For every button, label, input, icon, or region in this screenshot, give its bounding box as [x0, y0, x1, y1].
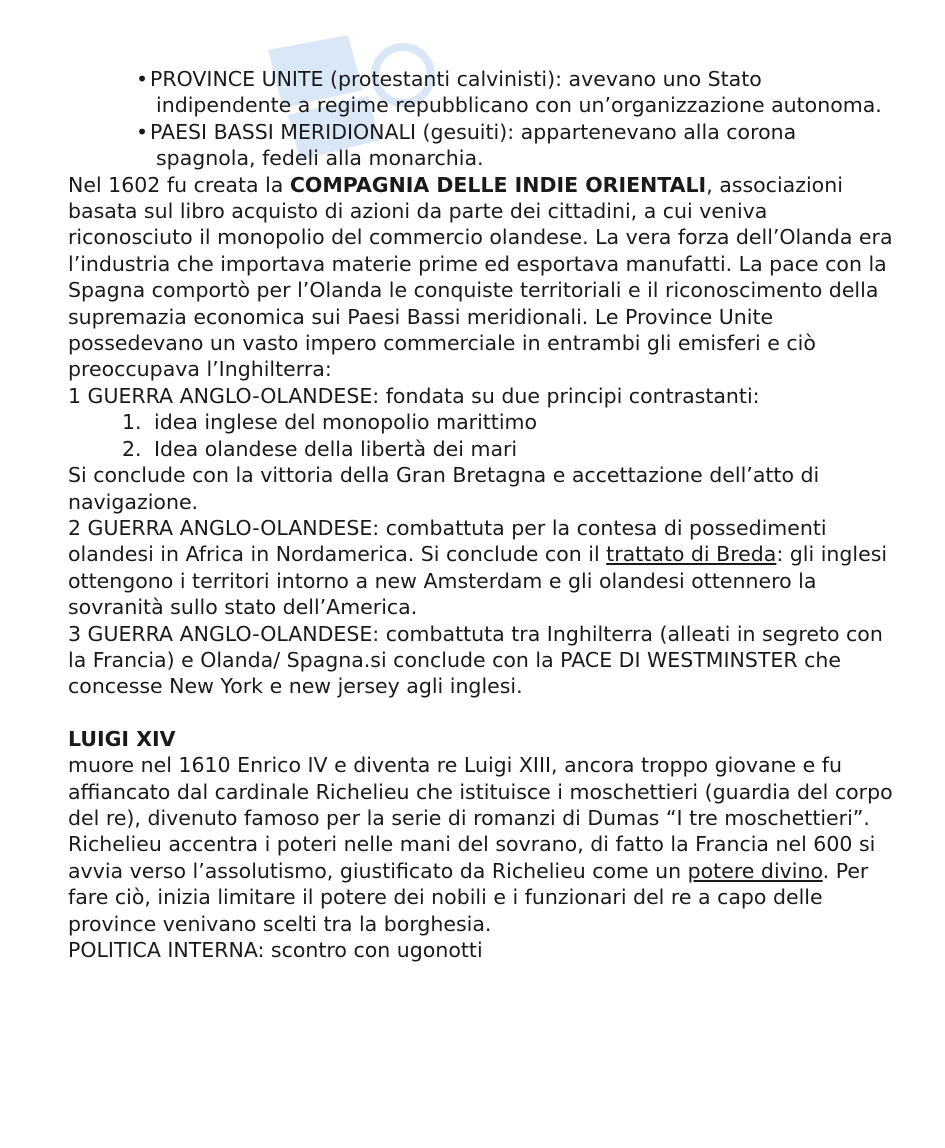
list-item	[68, 436, 898, 462]
bullet-item	[68, 66, 898, 119]
section-title	[68, 726, 898, 752]
underlined-term: trattato di Breda	[606, 542, 777, 567]
list-number: 2.	[122, 436, 142, 461]
paragraph-text: , associazioni basata sul libro acquisto di azioni da parte dei cittadini, a cui veniva riconosciuto il monopolio del commercio olandese. La vera forza dell’Olanda era l’industria che importava materie prime ed esportava manufatti. La pace con la Spagna comportò per l’Olanda le conquiste territoriali e il riconoscimento della supremazia economica sui Paesi Bassi meridionali. Le Province Unite possedevano un vasto impero commerciale in entrambi gli emisferi e ciò preoccupava l’Inghilterra:	[68, 172, 893, 382]
luigi-paragraph	[68, 752, 898, 937]
bullet-icon: •	[136, 67, 149, 91]
list-item	[68, 409, 898, 435]
paragraph-compagnia	[68, 172, 898, 383]
list-text: idea inglese del monopolio marittimo	[154, 410, 538, 435]
spacer	[68, 700, 898, 726]
bullet-text: PROVINCE UNITE (protestanti calvinisti): avevano uno Stato indipendente a regime repubblicano con un’organizzazione autonoma.	[150, 67, 882, 118]
list-text: Idea olandese della libertà dei mari	[154, 436, 518, 461]
war3-paragraph: 3 GUERRA ANGLO-OLANDESE: combattuta tra Inghilterra (alleati in segreto con la Francia) e Olanda/ Spagna.si conclude con la PACE DI WESTMINSTER che concesse New York e new jersey agli inglesi.	[68, 621, 883, 699]
document-body	[68, 66, 898, 963]
war1-conclusion: Si conclude con la vittoria della Gran Bretagna e accettazione dell’atto di navigazione.	[68, 463, 820, 514]
bullet-icon: •	[136, 119, 149, 144]
list-number: 1.	[122, 410, 142, 435]
war1-heading: 1 GUERRA ANGLO-OLANDESE: fondata su due principi contrastanti:	[68, 383, 760, 408]
bullet-list	[68, 66, 898, 172]
politica-interna-line: POLITICA INTERNA: scontro con ugonotti	[68, 938, 483, 962]
bullet-item	[68, 119, 898, 172]
numbered-list	[68, 409, 898, 462]
paragraph-text: Nel 1602 fu creata la	[68, 172, 290, 197]
paragraph-text: muore nel 1610 Enrico IV e diventa re Luigi XIII, ancora troppo giovane e fu affiancato dal cardinale Richelieu che istituisce i moschettieri (guardia del corpo del re), divenuto famoso per la serie di romanzi di Dumas “I tre moschettieri”. Richelieu accentra i poteri nelle mani del sovrano, di fatto la Francia nel 600 si avvia verso l’assolutismo, giustificato da Richelieu come un	[68, 753, 893, 883]
paragraph-text: . Per fare ciò, inizia limitare il potere dei nobili e i funzionari del re a capo delle province venivano scelti tra la borghesia.	[68, 858, 869, 936]
paragraph-text: : gli inglesi ottengono i territori intorno a new Amsterdam e gli olandesi ottennero la sovranità sullo stato dell’America.	[68, 542, 888, 620]
section-title-text: LUIGI XIV	[68, 726, 176, 751]
bullet-text: PAESI BASSI MERIDIONALI (gesuiti): appartenevano alla corona spagnola, fedeli alla monarchia.	[150, 119, 797, 171]
underlined-term: potere divino	[687, 858, 823, 883]
bold-term: COMPAGNIA DELLE INDIE ORIENTALI	[289, 172, 707, 197]
paragraph-text: 2 GUERRA ANGLO-OLANDESE: combattuta per la contesa di possedimenti olandesi in Africa in Nordamerica. Si conclude con il	[68, 515, 827, 567]
war2-paragraph	[68, 515, 898, 621]
